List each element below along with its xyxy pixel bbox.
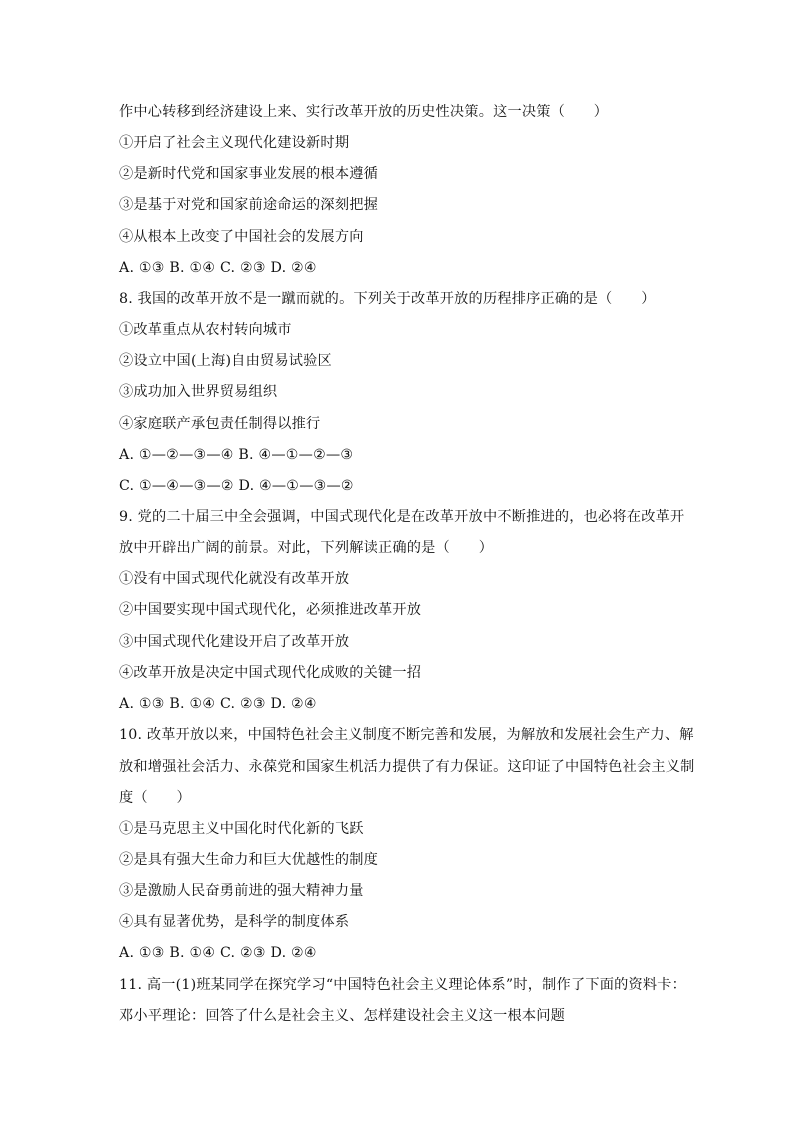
answer-choices: A. ①③ B. ①④ C. ②③ D. ②④ xyxy=(119,696,317,712)
option-line: ④从根本上改变了中国社会的发展方向 xyxy=(119,229,364,245)
question-8: 8. 我国的改革开放不是一蹴而就的。下列关于改革开放的历程排序正确的是（ ） xyxy=(119,291,656,307)
option-line: ③中国式现代化建设开启了改革开放 xyxy=(119,634,350,650)
text-line: 作中心转移到经济建设上来、实行改革开放的历史性决策。这一决策（ ） xyxy=(119,104,609,120)
question-9-cont: 放中开辟出广阔的前景。对此，下列解读正确的是（ ） xyxy=(119,540,494,556)
text-line: 邓小平理论：回答了什么是社会主义、怎样建设社会主义这一根本问题 xyxy=(119,1008,566,1024)
answer-choices: A. ①③ B. ①④ C. ②③ D. ②④ xyxy=(119,260,317,276)
option-line: ②是新时代党和国家事业发展的根本遵循 xyxy=(119,166,378,182)
option-line: ②是具有强大生命力和巨大优越性的制度 xyxy=(119,852,378,868)
option-line: ①是马克思主义中国化时代化新的飞跃 xyxy=(119,821,364,837)
option-line: ①改革重点从农村转向城市 xyxy=(119,322,292,338)
option-line: ③成功加入世界贸易组织 xyxy=(119,384,278,400)
option-line: ④具有显著优势，是科学的制度体系 xyxy=(119,914,350,930)
option-line: ③是基于对党和国家前途命运的深刻把握 xyxy=(119,197,378,213)
option-line: ④家庭联产承包责任制得以推行 xyxy=(119,416,321,432)
option-line: ③是激励人民奋勇前进的强大精神力量 xyxy=(119,883,364,899)
option-line: ②中国要实现中国式现代化，必须推进改革开放 xyxy=(119,602,422,618)
answer-choices: A. ①③ B. ①④ C. ②③ D. ②④ xyxy=(119,945,317,961)
option-line: ②设立中国(上海)自由贸易试验区 xyxy=(119,353,332,369)
answer-choices: A. ①—②—③—④ B. ④—①—②—③ xyxy=(119,447,354,463)
question-10: 10. 改革开放以来，中国特色社会主义制度不断完善和发展，为解放和发展社会生产力、解 xyxy=(119,727,694,743)
option-line: ①开启了社会主义现代化建设新时期 xyxy=(119,135,350,151)
question-9: 9. 党的二十届三中全会强调，中国式现代化是在改革开放中不断推进的，也必将在改革开 xyxy=(119,509,685,525)
option-line: ④改革开放是决定中国式现代化成败的关键一招 xyxy=(119,665,422,681)
option-line: ①没有中国式现代化就没有改革开放 xyxy=(119,571,350,587)
question-11: 11. 高一(1)班某同学在探究学习“中国特色社会主义理论体系”时，制作了下面的资料卡： xyxy=(119,977,687,993)
question-10-cont: 放和增强社会活力、永葆党和国家生机活力提供了有力保证。这印证了中国特色社会主义制 xyxy=(119,759,695,775)
question-10-cont: 度（ ） xyxy=(119,790,191,806)
answer-choices: C. ①—④—③—② D. ④—①—③—② xyxy=(119,478,354,494)
